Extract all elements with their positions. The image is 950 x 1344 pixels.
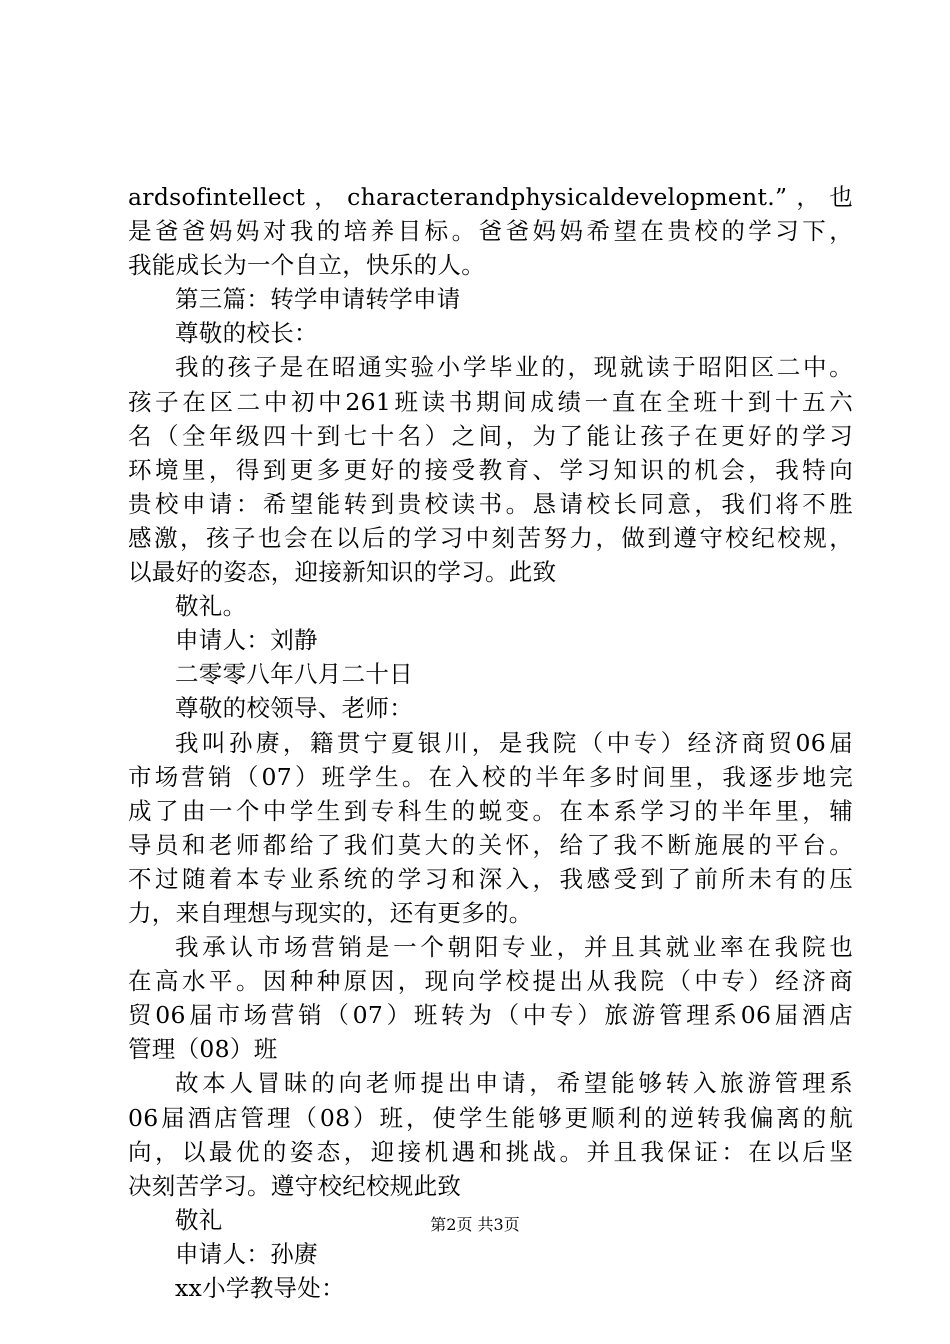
text-line: 导员和老师都给了我们莫大的关怀，给了我不断施展的平台。 bbox=[128, 830, 853, 859]
text-line: 市场营销（07）班学生。在入校的半年多时间里，我逐步地完 bbox=[128, 762, 853, 791]
text-line: ardsofintellect，characterandphysicaldevelopment.”，也 bbox=[128, 183, 853, 211]
text-line: 不过随着本专业系统的学习和深入，我感受到了前所未有的压 bbox=[128, 864, 853, 893]
text-line: 我能成长为一个自立，快乐的人。 bbox=[128, 251, 485, 280]
text-line: 决刻苦学习。遵守校纪校规此致 bbox=[128, 1171, 462, 1200]
text-line: 以最好的姿态，迎接新知识的学习。此致 bbox=[128, 558, 557, 587]
text-line: 是爸爸妈妈对我的培养目标。爸爸妈妈希望在贵校的学习下， bbox=[128, 217, 853, 246]
text-line: 孩子在区二中初中261班读书期间成绩一直在全班十到十五六 bbox=[128, 387, 853, 416]
text-line: 尊敬的校领导、老师： bbox=[175, 694, 413, 723]
text-line: 感激，孩子也会在以后的学习中刻苦努力，做到遵守校纪校规， bbox=[128, 523, 853, 552]
text-line: 向，以最优的姿态，迎接机遇和挑战。并且我保证：在以后坚 bbox=[128, 1137, 853, 1166]
text-line: 力，来自理想与现实的，还有更多的。 bbox=[128, 898, 533, 927]
text-line: 名（全年级四十到七十名）之间，为了能让孩子在更好的学习 bbox=[128, 421, 853, 450]
text-line: 二零零八年八月二十日 bbox=[175, 660, 413, 689]
text-line: 环境里，得到更多更好的接受教育、学习知识的机会，我特向 bbox=[128, 455, 853, 484]
text-line: 在高水平。因种种原因，现向学校提出从我院（中专）经济商 bbox=[128, 967, 853, 996]
text-line: 我的孩子是在昭通实验小学毕业的，现就读于昭阳区二中。 bbox=[175, 353, 853, 382]
text-line: 成了由一个中学生到专科生的蜕变。在本系学习的半年里，辅 bbox=[128, 796, 853, 825]
document-body bbox=[128, 180, 853, 1305]
text-line: 敬礼 bbox=[175, 1205, 223, 1234]
text-line: 我承认市场营销是一个朝阳专业，并且其就业率在我院也 bbox=[175, 933, 853, 962]
text-line: 管理（08）班 bbox=[128, 1035, 278, 1064]
page-footer: 第2页 共3页 bbox=[430, 1215, 520, 1234]
text-line: 第三篇：转学申请转学申请 bbox=[175, 285, 461, 314]
text-line: 敬礼。 bbox=[175, 592, 247, 621]
text-line: xx小学教导处： bbox=[175, 1274, 345, 1302]
text-line: 申请人：孙赓 bbox=[175, 1239, 318, 1268]
text-line: 贸06届市场营销（07）班转为（中专）旅游管理系06届酒店 bbox=[128, 1001, 853, 1030]
text-line: 故本人冒昧的向老师提出申请，希望能够转入旅游管理系 bbox=[175, 1069, 853, 1098]
text-line: 尊敬的校长： bbox=[175, 319, 318, 348]
text-line: 贵校申请：希望能转到贵校读书。恳请校长同意，我们将不胜 bbox=[128, 489, 853, 518]
text-line: 申请人：刘静 bbox=[175, 626, 318, 655]
text-line: 06届酒店管理（08）班，使学生能够更顺利的逆转我偏离的航 bbox=[128, 1103, 853, 1132]
text-line: 我叫孙赓，籍贯宁夏银川，是我院（中专）经济商贸06届 bbox=[175, 728, 853, 757]
